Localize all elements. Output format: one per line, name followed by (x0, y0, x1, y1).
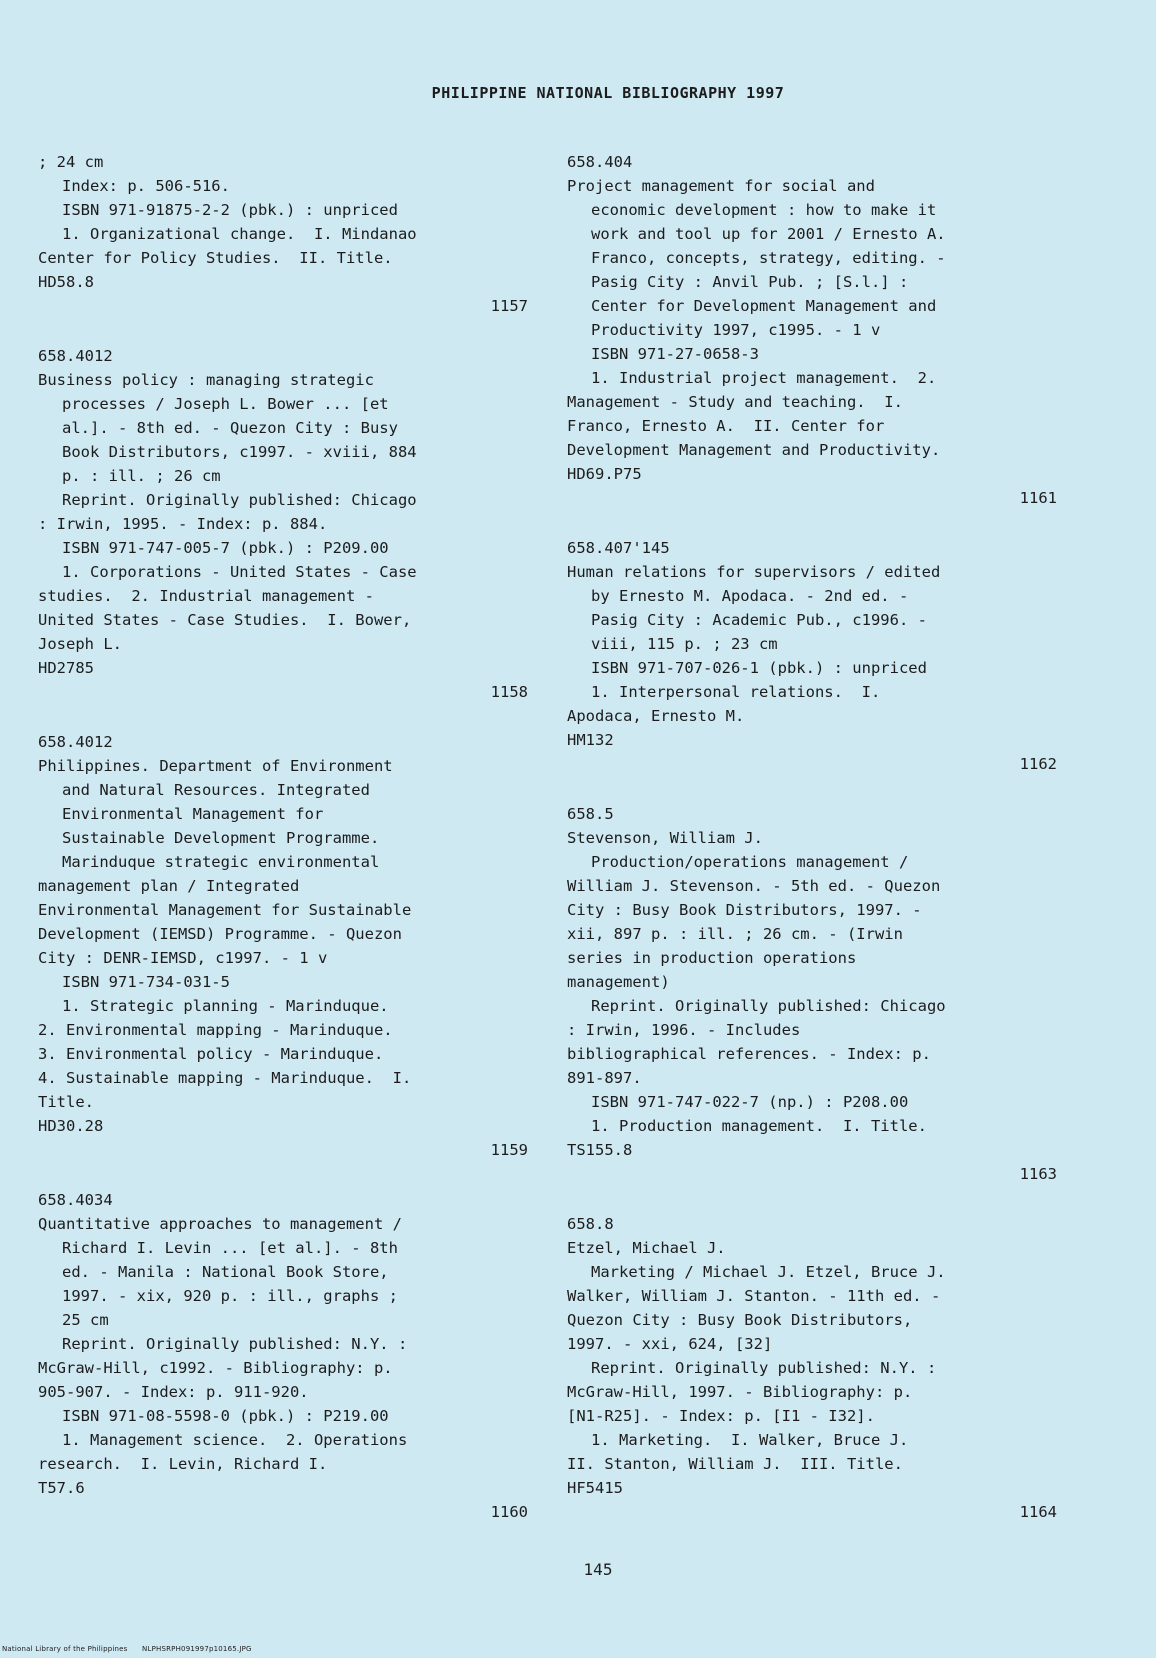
right-column (567, 150, 1057, 1550)
entry-line: Environmental Management for Sustainable (38, 901, 412, 919)
entry-line: 4. Sustainable mapping - Marinduque. I. (38, 1069, 412, 1087)
entry-line: 658.4034 (38, 1191, 113, 1209)
entry-line: Etzel, Michael J. (567, 1239, 726, 1257)
entry-line: al.]. - 8th ed. - Quezon City : Busy (62, 419, 398, 437)
entry-line: management) (567, 973, 670, 991)
entry-line: Pasig City : Anvil Pub. ; [S.l.] : (591, 273, 909, 291)
entry-line: HD69.P75 (567, 465, 642, 483)
entry-line: Reprint. Originally published: N.Y. : (591, 1359, 937, 1377)
entry-line: xii, 897 p. : ill. ; 26 cm. - (Irwin (567, 925, 903, 943)
entry-line: II. Stanton, William J. III. Title. (567, 1455, 903, 1473)
bibliography-entry (38, 1188, 528, 1524)
entry-line: ISBN 971-747-022-7 (np.) : P208.00 (591, 1093, 909, 1111)
entry-line: United States - Case Studies. I. Bower, (38, 611, 412, 629)
left-column (38, 150, 528, 1550)
entry-line: ISBN 971-734-031-5 (62, 973, 230, 991)
entry-line: Development Management and Productivity. (567, 441, 941, 459)
entry-line: City : DENR-IEMSD, c1997. - 1 v (38, 949, 328, 967)
footer-caption: National Library of the Philippines NLPHSRPH091997p10165.JPG (2, 1645, 252, 1653)
entry-line: HD2785 (38, 659, 94, 677)
entry-line: bibliographical references. - Index: p. (567, 1045, 931, 1063)
entry-line: 1997. - xix, 920 p. : ill., graphs ; (62, 1287, 398, 1305)
entry-line: 2. Environmental mapping - Marinduque. (38, 1021, 393, 1039)
entry-line: Book Distributors, c1997. - xviii, 884 (62, 443, 417, 461)
entry-line: Pasig City : Academic Pub., c1996. - (591, 611, 927, 629)
entry-line: Marketing / Michael J. Etzel, Bruce J. (591, 1263, 946, 1281)
entry-line: Title. (38, 1093, 94, 1111)
entry-line: 1. Interpersonal relations. I. (591, 683, 881, 701)
entry-line: Quezon City : Busy Book Distributors, (567, 1311, 913, 1329)
entry-line: HF5415 (567, 1479, 623, 1497)
entry-line: 3. Environmental policy - Marinduque. (38, 1045, 384, 1063)
entry-line: HM132 (567, 731, 614, 749)
entry-line: 1. Industrial project management. 2. (591, 369, 937, 387)
entry-line: management plan / Integrated (38, 877, 300, 895)
bibliography-entry (567, 150, 1057, 510)
entry-number: 1160 (490, 1503, 528, 1521)
entry-line: Project management for social and (567, 177, 875, 195)
entry-line: McGraw-Hill, c1992. - Bibliography: p. (38, 1359, 393, 1377)
entry-line: series in production operations (567, 949, 857, 967)
entry-line: 891-897. (567, 1069, 642, 1087)
bibliography-entry (38, 150, 528, 318)
entry-line: Productivity 1997, c1995. - 1 v (591, 321, 881, 339)
entry-line: ISBN 971-08-5598-0 (pbk.) : P219.00 (62, 1407, 389, 1425)
entry-line: : Irwin, 1995. - Index: p. 884. (38, 515, 328, 533)
entry-line: Sustainable Development Programme. (62, 829, 380, 847)
entry-line: 658.4012 (38, 347, 113, 365)
bibliography-entry (567, 1212, 1057, 1524)
entry-line: 658.8 (567, 1215, 614, 1233)
bibliography-entry (38, 344, 528, 704)
entry-line: Richard I. Levin ... [et al.]. - 8th (62, 1239, 398, 1257)
entry-number: 1163 (1019, 1165, 1057, 1183)
entry-line: Walker, William J. Stanton. - 11th ed. - (567, 1287, 941, 1305)
entry-line: Environmental Management for (62, 805, 324, 823)
entry-line: ISBN 971-91875-2-2 (pbk.) : unpriced (62, 201, 398, 219)
entry-line: Reprint. Originally published: Chicago (62, 491, 417, 509)
entry-line: studies. 2. Industrial management - (38, 587, 374, 605)
entry-line: 1. Organizational change. I. Mindanao (62, 225, 417, 243)
entry-line: Philippines. Department of Environment (38, 757, 393, 775)
entry-line: Center for Policy Studies. II. Title. (38, 249, 393, 267)
entry-line: Marinduque strategic environmental (62, 853, 380, 871)
entry-number: 1159 (490, 1141, 528, 1159)
entry-line: City : Busy Book Distributors, 1997. - (567, 901, 922, 919)
entry-line: ISBN 971-747-005-7 (pbk.) : P209.00 (62, 539, 389, 557)
entry-line: T57.6 (38, 1479, 85, 1497)
entry-line: processes / Joseph L. Bower ... [et (62, 395, 389, 413)
entry-line: 1997. - xxi, 624, [32] (567, 1335, 773, 1353)
entry-line: 905-907. - Index: p. 911-920. (38, 1383, 309, 1401)
entry-line: McGraw-Hill, 1997. - Bibliography: p. (567, 1383, 913, 1401)
entry-line: Quantitative approaches to management / (38, 1215, 402, 1233)
entry-line: Business policy : managing strategic (38, 371, 374, 389)
entry-line: 1. Production management. I. Title. (591, 1117, 927, 1135)
bibliography-entry (567, 536, 1057, 776)
entry-line: 1. Corporations - United States - Case (62, 563, 417, 581)
entry-line: Franco, Ernesto A. II. Center for (567, 417, 885, 435)
entry-line: ed. - Manila : National Book Store, (62, 1263, 389, 1281)
entry-line: ISBN 971-27-0658-3 (591, 345, 759, 363)
entry-number: 1161 (1019, 489, 1057, 507)
entry-line: HD30.28 (38, 1117, 104, 1135)
entry-line: William J. Stevenson. - 5th ed. - Quezon (567, 877, 941, 895)
entry-line: by Ernesto M. Apodaca. - 2nd ed. - (591, 587, 909, 605)
entry-line: Index: p. 506-516. (62, 177, 230, 195)
entry-line: research. I. Levin, Richard I. (38, 1455, 328, 1473)
entry-line: Development (IEMSD) Programme. - Quezon (38, 925, 402, 943)
entry-line: TS155.8 (567, 1141, 633, 1159)
bibliography-entry (567, 802, 1057, 1186)
entry-line: Center for Development Management and (591, 297, 937, 315)
entry-line: ; 24 cm (38, 153, 104, 171)
entry-number: 1158 (490, 683, 528, 701)
bibliography-entry (38, 730, 528, 1162)
entry-line: Joseph L. (38, 635, 122, 653)
entry-line: 1. Management science. 2. Operations (62, 1431, 408, 1449)
entry-line: 658.5 (567, 805, 614, 823)
entry-line: 25 cm (62, 1311, 109, 1329)
entry-line: Production/operations management / (591, 853, 909, 871)
entry-line: p. : ill. ; 26 cm (62, 467, 221, 485)
entry-line: 658.407'145 (567, 539, 670, 557)
entry-line: work and tool up for 2001 / Ernesto A. (591, 225, 946, 243)
entry-line: : Irwin, 1996. - Includes (567, 1021, 801, 1039)
entry-line: Management - Study and teaching. I. (567, 393, 903, 411)
entry-line: Stevenson, William J. (567, 829, 763, 847)
entry-line: and Natural Resources. Integrated (62, 781, 370, 799)
entry-line: 658.404 (567, 153, 633, 171)
entry-line: ISBN 971-707-026-1 (pbk.) : unpriced (591, 659, 927, 677)
entry-line: Reprint. Originally published: N.Y. : (62, 1335, 408, 1353)
entry-line: [N1-R25]. - Index: p. [I1 - I32]. (567, 1407, 875, 1425)
page-number: 145 (583, 1560, 613, 1579)
entry-line: HD58.8 (38, 273, 94, 291)
entry-line: 1. Marketing. I. Walker, Bruce J. (591, 1431, 909, 1449)
entry-line: economic development : how to make it (591, 201, 937, 219)
entry-line: 1. Strategic planning - Marinduque. (62, 997, 389, 1015)
entry-line: viii, 115 p. ; 23 cm (591, 635, 778, 653)
entry-number: 1157 (490, 297, 528, 315)
entry-number: 1164 (1019, 1503, 1057, 1521)
entry-line: Apodaca, Ernesto M. (567, 707, 745, 725)
entry-line: 658.4012 (38, 733, 113, 751)
entry-line: Franco, concepts, strategy, editing. - (591, 249, 946, 267)
entry-number: 1162 (1019, 755, 1057, 773)
page-title: PHILIPPINE NATIONAL BIBLIOGRAPHY 1997 (431, 84, 785, 102)
entry-line: Human relations for supervisors / edited (567, 563, 941, 581)
entry-line: Reprint. Originally published: Chicago (591, 997, 946, 1015)
